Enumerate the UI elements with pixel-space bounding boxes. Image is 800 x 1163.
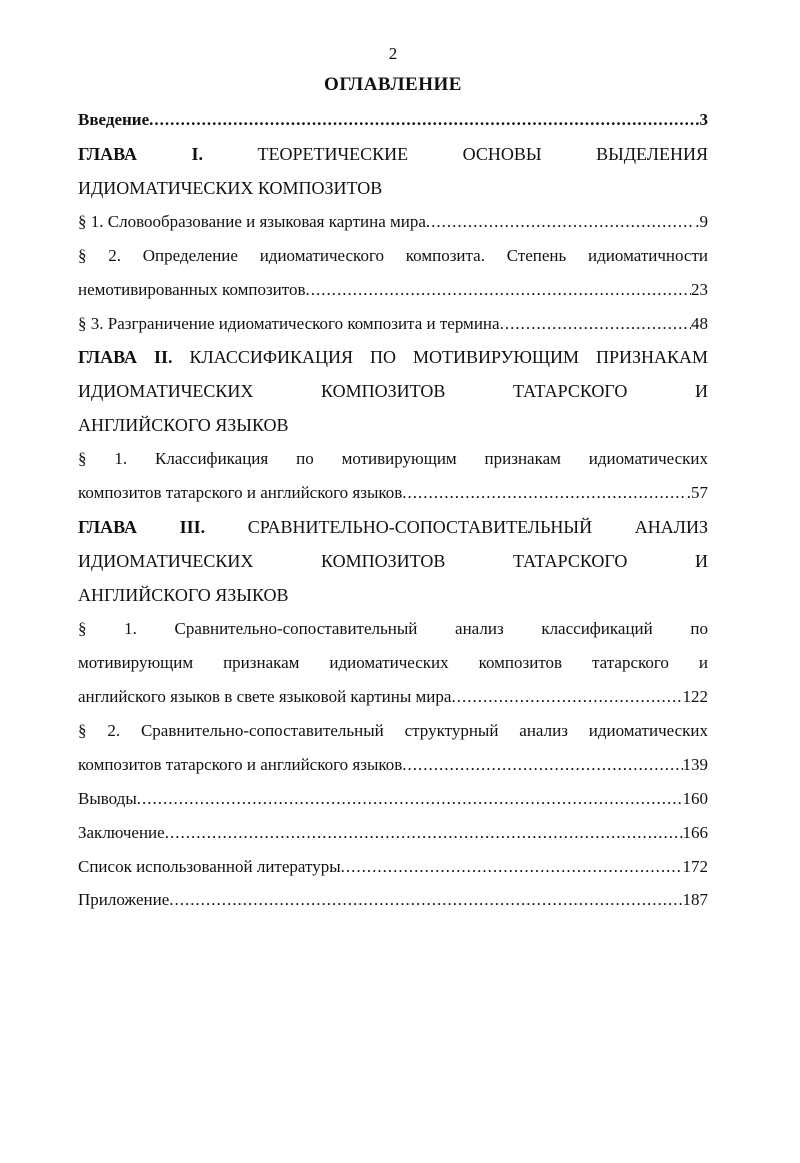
toc-entry-label: § 1. Словообразование и языковая картина мира <box>78 212 426 231</box>
page-number: 2 <box>388 44 398 63</box>
heading-text: КЛАССИФИКАЦИЯ ПО МОТИВИРУЮЩИМ ПРИЗНАКАМ <box>189 347 708 367</box>
chapter-1-heading-line-1 <box>78 141 708 167</box>
chapter-2-heading-line-2 <box>78 378 708 404</box>
chapter-2-heading-line-3: АНГЛИЙСКОГО ЯЗЫКОВ <box>78 415 289 435</box>
toc-entry-ch1-s2-line-1: § 2. Определение идиоматического композита. Степень идиоматичности <box>78 246 708 265</box>
toc-entry-appendix <box>78 887 708 913</box>
chapter-label: ГЛАВА II. <box>78 347 173 367</box>
toc-entry-label: Введение <box>78 110 150 129</box>
dot-leader <box>402 480 686 506</box>
heading-word: ТАТАРСКОГО <box>513 381 628 401</box>
toc-entry-page: 166 <box>682 823 708 842</box>
toc-entry-bibliography <box>78 854 708 880</box>
toc-entry-label: § 3. Разграничение идиоматического композита и термина <box>78 314 500 333</box>
toc-entry-label: Список использованной литературы <box>78 857 341 876</box>
heading-word: ТЕОРЕТИЧЕСКИЕ <box>257 144 409 164</box>
toc-entry-ch1-s1 <box>78 209 708 235</box>
dot-leader <box>149 107 695 133</box>
heading-word: И <box>695 551 708 571</box>
toc-entry-ch3-s2 <box>78 752 708 778</box>
toc-entry-summary <box>78 820 708 846</box>
toc-entry-label: немотивированных композитов <box>78 280 306 299</box>
toc-entry-page: 172 <box>682 857 708 876</box>
chapter-3-heading-line-1 <box>78 514 708 540</box>
chapter-label: ГЛАВА <box>78 144 138 164</box>
dot-leader <box>426 209 695 235</box>
toc-entry-ch2-s1 <box>78 480 708 506</box>
toc-entry-label: Выводы <box>78 789 137 808</box>
toc-entry-ch3-s2-line-1: § 2. Сравнительно-сопоставительный структурный анализ идиоматических <box>78 721 708 740</box>
toc-entry-label: композитов татарского и английского языков <box>78 483 403 502</box>
toc-entry-label: Заключение <box>78 823 165 842</box>
dot-leader <box>137 786 683 812</box>
heading-word: ВЫДЕЛЕНИЯ <box>596 144 708 164</box>
chapter-2-heading-line-1 <box>78 344 708 370</box>
dot-leader <box>306 277 691 303</box>
chapter-label: ГЛАВА <box>78 517 138 537</box>
dot-leader <box>402 752 682 778</box>
heading-word: КОМПОЗИТОВ <box>321 551 446 571</box>
toc-entry-page: 23 <box>691 280 708 299</box>
chapter-3-heading-line-3: АНГЛИЙСКОГО ЯЗЫКОВ <box>78 585 289 605</box>
heading-word: И <box>695 381 708 401</box>
chapter-number: III. <box>179 517 206 537</box>
dot-leader <box>169 887 682 913</box>
toc-entry-page: .57 <box>686 483 708 502</box>
dot-leader <box>341 854 683 880</box>
heading-word: КОМПОЗИТОВ <box>321 381 446 401</box>
toc-entry-page: .9 <box>695 212 708 231</box>
toc-entry-introduction <box>78 107 708 133</box>
toc-entry-page: 48 <box>691 314 708 333</box>
toc-entry-label: английского языков в свете языковой картины мира <box>78 687 452 706</box>
dot-leader <box>451 684 682 710</box>
chapter-3-heading-line-2 <box>78 548 708 574</box>
page-title: ОГЛАВЛЕНИЕ <box>324 74 462 95</box>
toc-entry-page: 160 <box>682 789 708 808</box>
toc-entry-page: 139 <box>682 755 708 774</box>
heading-word: ОСНОВЫ <box>462 144 542 164</box>
chapter-number: I. <box>191 144 204 164</box>
toc-entry-ch1-s2 <box>78 277 708 303</box>
toc-entry-label: композитов татарского и английского языков <box>78 755 403 774</box>
toc-entry-label: Приложение <box>78 890 170 909</box>
toc-entry-page: 187 <box>682 890 708 909</box>
heading-word: ТАТАРСКОГО <box>513 551 628 571</box>
toc-entry-page: 122 <box>682 687 708 706</box>
toc-entry-page: .3 <box>695 110 708 129</box>
heading-word: ИДИОМАТИЧЕСКИХ <box>78 381 254 401</box>
dot-leader <box>500 311 691 337</box>
toc-entry-ch1-s3 <box>78 311 708 337</box>
toc-entry-conclusions <box>78 786 708 812</box>
heading-word: СРАВНИТЕЛЬНО-СОПОСТАВИТЕЛЬНЫЙ <box>247 517 593 537</box>
dot-leader <box>165 820 683 846</box>
heading-word: ИДИОМАТИЧЕСКИХ <box>78 551 254 571</box>
toc-entry-ch3-s1-line-1: § 1. Сравнительно-сопоставительный анализ классификаций по <box>78 619 708 638</box>
heading-word: АНАЛИЗ <box>634 517 708 537</box>
toc-entry-ch3-s1-line-2: мотивирующим признакам идиоматических композитов татарского и <box>78 653 708 672</box>
toc-entry-ch3-s1 <box>78 684 708 710</box>
chapter-1-heading-line-2: ИДИОМАТИЧЕСКИХ КОМПОЗИТОВ <box>78 178 383 198</box>
toc-entry-ch2-s1-line-1: § 1. Классификация по мотивирующим признакам идиоматических <box>78 449 708 468</box>
